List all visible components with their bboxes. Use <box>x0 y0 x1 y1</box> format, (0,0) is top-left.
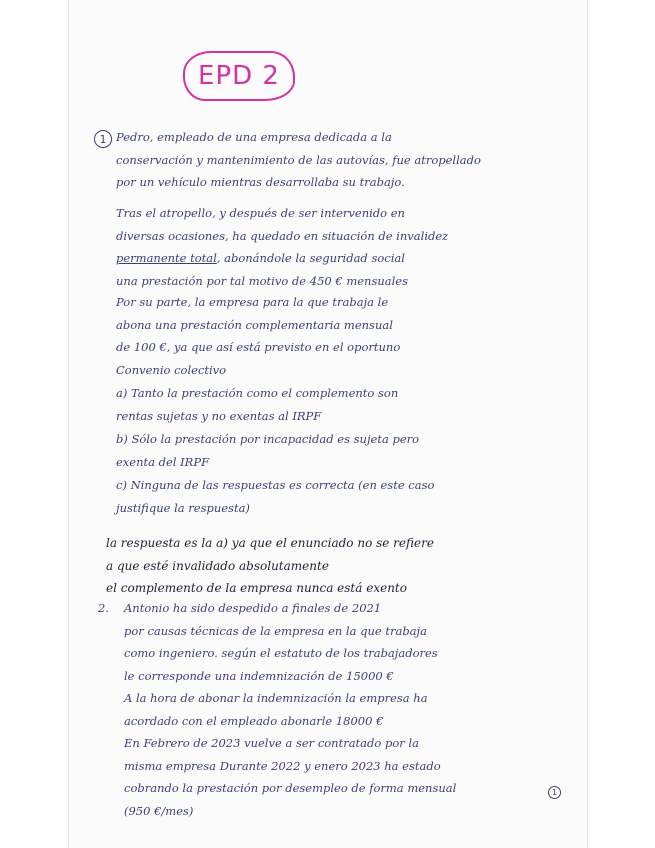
question-2-statement: Antonio ha sido despedido a finales de 2021 por causas técnicas de la empresa en la que trabaja como ingeniero. según el estatuto de los trabajadores le corresponde una indemnización de 15000 € A la hora de abonar la indemnización la empresa ha acordado con el empleado abonarle 18000 € En Febrero de 2023 vuelve a ser contratado por la misma empresa Durante 2022 y enero 2023 ha estado cobrando la prestación por desempleo de forma mensual (950 €/mes) <box>124 601 457 818</box>
option-b: b) Sólo la prestación por incapacidad es sujeta pero exenta del IRPF <box>116 432 420 469</box>
question-1-situation-start: Tras el atropello, y después de ser intervenido en diversas ocasiones, ha quedado en situación de invalidez <box>116 206 449 243</box>
permanente-total-underlined: permanente total <box>116 251 217 265</box>
page-number: 1 <box>548 786 561 799</box>
question-1-company-complement: Por su parte, la empresa para la que trabaja le abona una prestación complementaria mensual de 100 €, ya que así está previsto en el oportuno Convenio colectivo <box>116 295 401 377</box>
option-c: c) Ninguna de las respuestas es correcta (en este caso justifique la respuesta) <box>116 478 435 515</box>
question-2-number: 2. <box>98 601 109 615</box>
option-a: a) Tanto la prestación como el complemento son rentas sujetas y no exentas al IRPF <box>116 386 399 423</box>
question-1-statement: Pedro, empleado de una empresa dedicada a la conservación y mantenimiento de las autovías, fue atropellado por un vehículo mientras desarrollaba su trabajo. <box>116 130 481 189</box>
question-1-situation <box>116 202 576 292</box>
question-1-number: 1 <box>94 130 112 148</box>
question-1-situation-end: , abonándole la seguridad social una prestación por tal motivo de 450 € mensuales <box>116 251 408 288</box>
page-title: EPD 2 <box>198 61 280 91</box>
answer-1: la respuesta es la a) ya que el enunciado no se refiere a que esté invalidado absolutamente el complemento de la empresa nunca está exento <box>106 536 434 595</box>
title-bubble <box>183 51 295 101</box>
